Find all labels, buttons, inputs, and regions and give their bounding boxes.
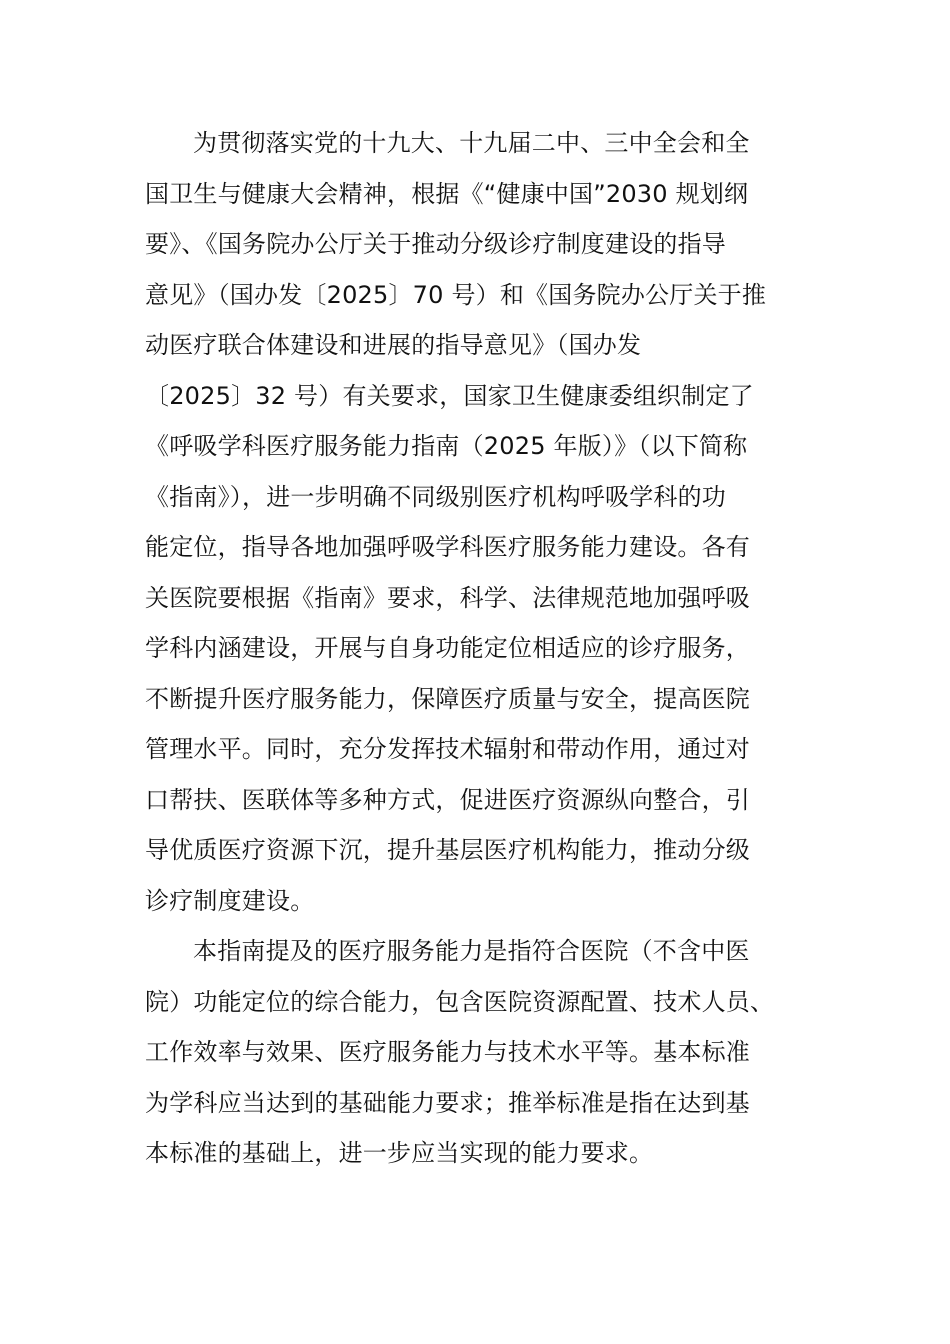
text-line: 不断提升医疗服务能力，保障医疗质量与安全，提高医院 [145, 684, 750, 713]
text-line: 本标准的基础上，进一步应当实现的能力要求。 [145, 1139, 654, 1167]
text-line: 意见》（国办发〔2025〕70 号）和《国务院办公厅关于推 [145, 280, 767, 309]
text-line: 院）功能定位的综合能力，包含医院资源配置、技术人员、 [145, 987, 775, 1016]
text-line: 动医疗联合体建设和进展的指导意见》（国办发 [145, 331, 642, 359]
text-line: 诊疗制度建设。 [145, 886, 315, 915]
text-line: 口帮扶、医联体等多种方式，促进医疗资源纵向整合，引 [145, 785, 750, 814]
paragraph-1 [145, 118, 805, 926]
text-line: 关医院要根据《指南》要求，科学、法律规范地加强呼吸 [145, 583, 750, 612]
text-line: 本指南提及的医疗服务能力是指符合医院（不含中医 [193, 937, 750, 965]
text-line: 能定位，指导各地加强呼吸学科医疗服务能力建设。各有 [145, 533, 750, 561]
text-line: 管理水平。同时，充分发挥技术辐射和带动作用，通过对 [145, 735, 750, 763]
paragraph-2 [145, 926, 805, 1179]
text-line: 《指南》），进一步明确不同级别医疗机构呼吸学科的功 [145, 482, 726, 511]
document-body [145, 118, 805, 1179]
text-line: 要》、《国务院办公厅关于推动分级诊疗制度建设的指导 [145, 230, 726, 258]
text-line: 学科内涵建设，开展与自身功能定位相适应的诊疗服务， [145, 634, 750, 662]
text-line: 《呼吸学科医疗服务能力指南（2025 年版）》（以下简称 [145, 432, 748, 460]
text-line: 导优质医疗资源下沉，提升基层医疗机构能力，推动分级 [145, 836, 750, 864]
text-line: 国卫生与健康大会精神，根据《“健康中国”2030 规划纲 [145, 179, 749, 208]
text-line: 为学科应当达到的基础能力要求；推举标准是指在达到基 [145, 1088, 750, 1117]
text-line: 〔2025〕32 号）有关要求，国家卫生健康委组织制定了 [145, 381, 754, 410]
text-line: 工作效率与效果、医疗服务能力与技术水平等。基本标准 [145, 1038, 750, 1066]
text-line: 为贯彻落实党的十九大、十九届二中、三中全会和全 [193, 129, 750, 157]
